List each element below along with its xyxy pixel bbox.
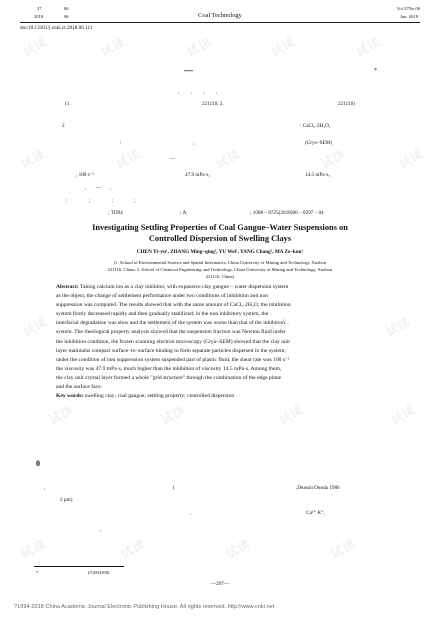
footnote-grant: (51004108) xyxy=(88,570,110,575)
watermark: 试读 xyxy=(118,536,149,562)
abstract-label: Abstract: xyxy=(56,284,79,290)
section-number: 0 xyxy=(36,459,40,468)
intro-comma-2: , xyxy=(190,510,192,516)
chinese-abstract-line-5: , — , xyxy=(85,185,112,191)
header-volume: Vol.37No.06 xyxy=(396,6,420,11)
header-date: Jun. 2018 xyxy=(400,14,418,19)
watermark: 试读 xyxy=(328,536,359,562)
chinese-abstract-shear: , 100 s⁻¹ xyxy=(76,172,94,178)
abstract-line: the inhibition condition, the frozen scanning electron microscopy (Cryo–SEM) showed that the clay unit xyxy=(56,338,290,345)
chinese-affiliation-left: (1. xyxy=(65,101,71,107)
chinese-abstract-viscosity-2: 14.5 mPa·s。 xyxy=(305,172,334,178)
copyright-footer: ?1994-2018 China Academic Journal Electronic Publishing House. All rights reserved. http://www.cnki.net xyxy=(14,604,275,610)
english-title-line-1: Investigating Settling Properties of Coal Gangue–Water Suspensions on xyxy=(92,223,348,232)
watermark: 试读 xyxy=(18,536,49,562)
doi: doi:10.13301/j.cnki.ct.2018.06.111 xyxy=(20,25,93,31)
watermark: 试读 xyxy=(184,34,215,60)
english-abstract xyxy=(56,283,406,401)
intro-size: 2 μm) xyxy=(60,497,73,503)
abstract-line: Taking calcium ion as a clay inhibitor, with expansive clay gangue – water dispersion system xyxy=(78,284,289,290)
abstract-line: interfacial degradation was slow and the settlement of the system was worse than that of the inhibition xyxy=(56,320,285,327)
chinese-affiliation-zip-2: 221116) xyxy=(338,101,355,107)
watermark: 试读 xyxy=(353,34,384,60)
watermark: 试读 xyxy=(98,34,129,60)
watermark: 试读 xyxy=(20,314,51,340)
english-authors: CHEN Yi–yu¹, ZHANG Ming–qing², YU Wei¹, YANG Chang¹, MA Ze–kun¹ xyxy=(136,249,304,255)
chinese-abstract-cryo: (Cryo–SEM) xyxy=(305,140,333,146)
chinese-abstract-viscosity-1: 47.9 mPa·s, xyxy=(185,172,210,178)
watermark: 试读 xyxy=(18,146,49,172)
abstract-line: the viscosity was 47.9 mPa·s, much higher than the inhibition of viscosity 14.5 mPa·s. Among them, xyxy=(56,365,282,372)
watermark: 试读 xyxy=(223,536,254,562)
header-issue-num: 06 xyxy=(64,6,69,11)
watermark: 试读 xyxy=(20,34,51,60)
watermark: 试读 xyxy=(263,314,294,340)
intro-comma-1: , xyxy=(44,485,46,491)
abstract-line: the clay unit crystal layer formed a whole "grid structure" through the combination of the edge plane xyxy=(56,374,282,381)
header-year: 2018 xyxy=(34,14,44,19)
title-dash: — xyxy=(184,65,193,75)
watermark: 试读 xyxy=(318,146,349,172)
abstract-line: and the surface face. xyxy=(56,384,102,391)
chinese-affiliation-zip-1: 221116; 2. xyxy=(202,101,224,107)
chinese-abstract-num: 2 xyxy=(62,123,65,129)
chinese-abstract-dash: — xyxy=(170,156,176,162)
chinese-keywords: : ; ; ; xyxy=(66,198,136,204)
watermark: 试读 xyxy=(113,146,144,172)
abstract-line: system. The rheological property analysis showed that the suspension fraction was Newton fluid under xyxy=(56,329,286,336)
intro-comma-3: , xyxy=(100,527,102,533)
document-code: ; A xyxy=(180,210,187,216)
page-number: —297— xyxy=(210,581,230,587)
chinese-abstract-chem: : CaCl₂·2H₂O, xyxy=(300,123,331,129)
keywords-label: Key words: xyxy=(56,393,84,400)
intro-ions: Ca²⁺ K⁺, xyxy=(306,510,326,516)
chinese-author-line: , , , , xyxy=(178,89,218,95)
watermark: 试读 xyxy=(388,402,419,428)
abstract-line: system firstly decreased rapidly and then gradually stabilized; in the non inhibitory system, the xyxy=(56,311,269,318)
english-affiliation-2: 221116, China; 2. School of Chemical Engineering and Technology, China University of Mining and Technology, Xuzhou xyxy=(107,267,333,272)
watermark: 试读 xyxy=(46,402,77,428)
abstract-line: as the object, the change of settlement performance under two conditions of inhibition and non xyxy=(56,293,269,300)
keywords: swelling clay; coal gangue; settling property; controlled dispersion xyxy=(83,393,235,400)
abstract-line: suppression was compared. The results showed that with the same amount of CaCl₂·2H₂O, the inhibition xyxy=(56,302,291,309)
watermark: 试读 xyxy=(396,146,427,172)
english-title-line-2: Controlled Dispersion of Swelling Clays xyxy=(148,234,292,243)
english-affiliation-3: 221116, China) xyxy=(205,274,235,279)
classification-number: ; TD94 xyxy=(108,210,123,216)
watermark: 试读 xyxy=(383,314,414,340)
watermark: 试读 xyxy=(148,314,179,340)
abstract-line: layer maintains compact surface–to–surface binding to form separate particles dispersed in the system; xyxy=(56,347,286,354)
journal-name: Coal Technology xyxy=(198,12,242,19)
chinese-abstract-line-2: : , xyxy=(120,140,195,146)
english-affiliation-1: (1. School of Environmental Science and Spatial Informatics, China University of Mining and Technology, Xuzhou xyxy=(113,260,327,265)
article-number: ; 1008 – 8725(2018)06 – 0297 – 04 xyxy=(250,210,324,216)
watermark: 试读 xyxy=(276,402,307,428)
title-star: * xyxy=(374,68,377,74)
footnote-rule xyxy=(34,566,124,567)
intro-deason-onoda: ,Deason Onoda 1986 xyxy=(296,485,340,491)
footnote-star: * xyxy=(36,570,39,575)
watermark: 试读 xyxy=(268,34,299,60)
header-issue: 06 xyxy=(64,14,69,19)
watermark: 试读 xyxy=(158,402,189,428)
intro-paren: ( xyxy=(173,485,175,491)
header-volume-num: 37 xyxy=(37,6,42,11)
watermark: 试读 xyxy=(213,146,244,172)
abstract-line: under the condition of non suppression system suspended part of plastic fluid, the shear rate was 100 s⁻¹ xyxy=(56,356,290,363)
header-rule xyxy=(20,22,420,23)
